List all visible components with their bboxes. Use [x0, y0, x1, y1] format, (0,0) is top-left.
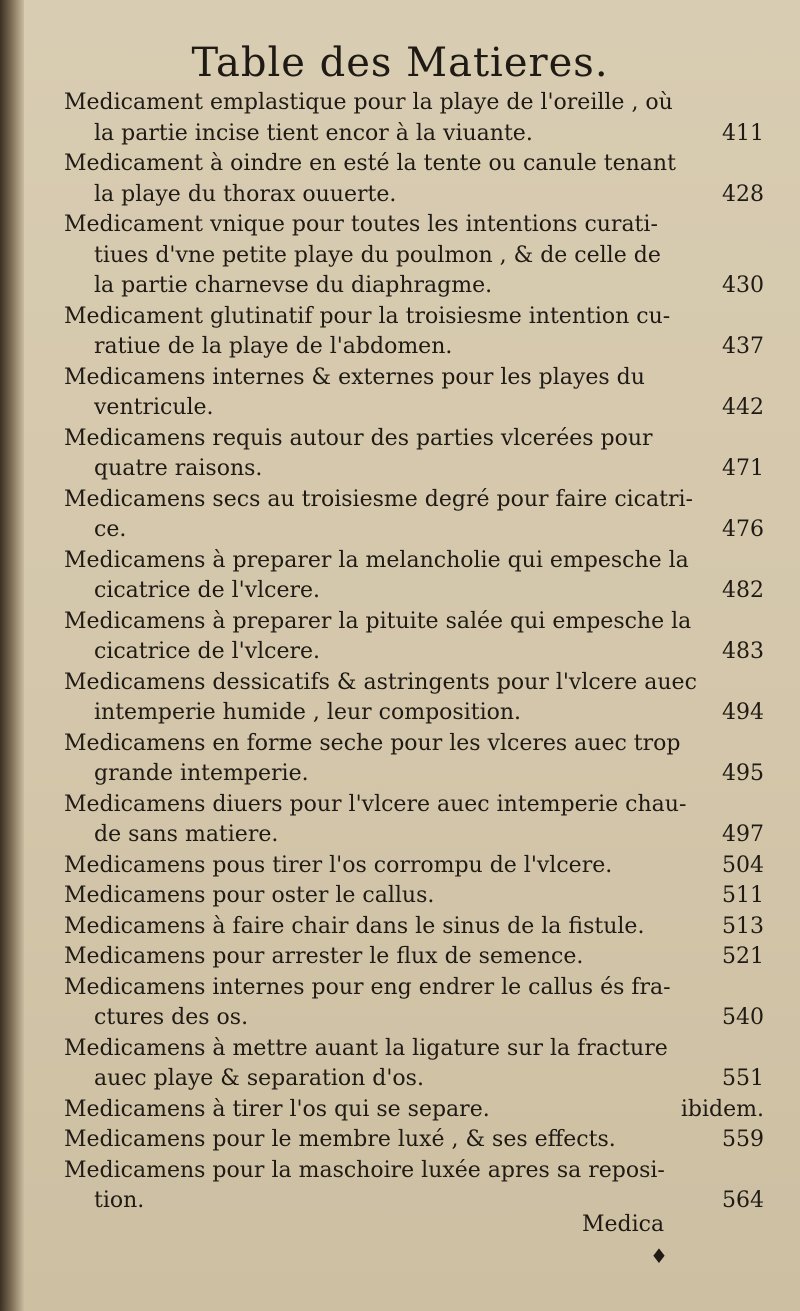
page-number: 442: [722, 395, 764, 420]
entry-line: [64, 180, 764, 211]
entry-line: [64, 424, 764, 455]
index-entries: [64, 88, 764, 1217]
page-number: 497: [722, 822, 764, 847]
index-entry: [64, 881, 764, 912]
entry-line: [64, 485, 764, 516]
index-entry: [64, 149, 764, 210]
page-number: 411: [722, 120, 764, 146]
entry-line: [64, 332, 764, 363]
index-entry: [64, 668, 764, 729]
page-number: ibidem.: [680, 1096, 764, 1122]
entry-line: [64, 851, 764, 882]
index-entry: [64, 942, 764, 973]
entry-line: [64, 698, 764, 729]
page-number: 521: [722, 944, 764, 969]
page-number: 483: [722, 639, 764, 664]
entry-text: ratiue de la playe de l'abdomen.: [94, 334, 453, 359]
entry-line: [64, 546, 764, 577]
page-number: 551: [722, 1066, 764, 1091]
index-entry: [64, 729, 764, 790]
entry-text: grande intemperie.: [94, 761, 309, 786]
entry-line: [64, 759, 764, 790]
entry-line: [64, 576, 764, 607]
entry-text: tiues d'vne petite playe du poulmon , & de celle de: [94, 242, 661, 268]
page-number: 476: [722, 517, 764, 542]
page-number: 494: [722, 700, 764, 725]
entry-text: la partie incise tient encor à la viuante.: [94, 120, 533, 146]
entry-text: auec playe & separation d'os.: [94, 1066, 424, 1091]
entry-line: [64, 149, 764, 180]
entry-line: [64, 393, 764, 424]
entry-text: ce.: [94, 517, 127, 542]
entry-text: cicatrice de l'vlcere.: [94, 639, 321, 664]
index-entry: [64, 210, 764, 302]
entry-line: [64, 790, 764, 821]
entry-text: Medicamens secs au troisiesme degré pour faire cicatri-: [64, 486, 693, 512]
index-entry: [64, 790, 764, 851]
entry-text: Medicamens à tirer l'os qui se separe.: [64, 1096, 490, 1122]
index-entry: [64, 88, 764, 149]
entry-text: intemperie humide , leur composition.: [94, 700, 522, 725]
entry-text: Medicamens pour arrester le flux de semence.: [64, 944, 584, 969]
entry-line: [64, 973, 764, 1004]
page-number: 564: [722, 1188, 764, 1213]
index-entry: [64, 485, 764, 546]
entry-text: ventricule.: [94, 395, 214, 420]
entry-line: [64, 912, 764, 943]
entry-line: [64, 820, 764, 851]
page-number: 511: [722, 883, 764, 908]
page-number: 495: [722, 761, 764, 786]
entry-text: Medicamens diuers pour l'vlcere auec intemperie chau-: [64, 791, 687, 817]
index-entry: [64, 851, 764, 882]
page-title: Table des Matieres.: [191, 40, 609, 86]
entry-line: [64, 607, 764, 638]
entry-line: [64, 210, 764, 241]
entry-line: [64, 668, 764, 699]
entry-text: tion.: [94, 1188, 145, 1213]
page-number: 513: [722, 913, 764, 939]
entry-text: cicatrice de l'vlcere.: [94, 578, 321, 603]
entry-text: la partie charnevse du diaphragme.: [94, 273, 493, 298]
page-number: 430: [722, 273, 764, 298]
entry-line: [64, 942, 764, 973]
page-number: 504: [722, 852, 764, 878]
entry-text: Medicamens internes & externes pour les playes du: [64, 364, 645, 390]
index-entry: [64, 1034, 764, 1095]
entry-line: [64, 363, 764, 394]
page-number: 437: [722, 334, 764, 359]
entry-line: [64, 1003, 764, 1034]
entry-text: Medicamens pour oster le callus.: [64, 883, 435, 908]
index-entry: [64, 302, 764, 363]
entry-text: Medicament à oindre en esté la tente ou canule tenant: [64, 151, 676, 176]
entry-line: [64, 881, 764, 912]
entry-text: Medicament emplastique pour la playe de l'oreille , où: [64, 90, 673, 115]
binding-gutter: [0, 0, 24, 1311]
entry-line: [64, 88, 764, 119]
page-number: 482: [722, 578, 764, 603]
entry-text: Medicamens dessicatifs & astringents pour l'vlcere auec: [64, 669, 697, 695]
page-number: 540: [722, 1005, 764, 1030]
entry-text: la playe du thorax ouuerte.: [94, 181, 397, 207]
signature-mark: ♦: [650, 1244, 668, 1268]
entry-line: [64, 637, 764, 668]
index-entry: [64, 546, 764, 607]
entry-text: Medicamens pous tirer l'os corrompu de l'vlcere.: [64, 852, 613, 878]
entry-text: quatre raisons.: [94, 456, 263, 481]
entry-text: de sans matiere.: [94, 822, 279, 847]
entry-text: Medicamens à mettre auant la ligature sur la fracture: [64, 1035, 668, 1061]
entry-text: Medicament vnique pour toutes les intentions curati-: [64, 212, 658, 237]
entry-line: [64, 241, 764, 272]
entry-text: Medicament glutinatif pour la troisiesme intention cu-: [64, 303, 671, 329]
entry-text: Medicamens à preparer la pituite salée qui empesche la: [64, 608, 692, 634]
entry-text: Medicamens à faire chair dans le sinus de la fistule.: [64, 913, 645, 939]
index-entry: [64, 607, 764, 668]
entry-line: [64, 302, 764, 333]
index-entry: [64, 363, 764, 424]
entry-line: [64, 271, 764, 302]
entry-line: [64, 454, 764, 485]
entry-line: [64, 1095, 764, 1126]
index-entry: [64, 973, 764, 1034]
index-entry: [64, 912, 764, 943]
entry-line: [64, 1034, 764, 1065]
entry-text: Medicamens pour la maschoire luxée apres sa reposi-: [64, 1157, 665, 1183]
entry-text: Medicamens en forme seche pour les vlceres auec trop: [64, 730, 681, 756]
index-entry: [64, 1156, 764, 1217]
entry-text: Medicamens internes pour eng endrer le callus és fra-: [64, 974, 671, 1000]
entry-line: [64, 729, 764, 760]
page-number: 559: [722, 1127, 764, 1152]
entry-line: [64, 515, 764, 546]
entry-text: Medicamens requis autour des parties vlcerées pour: [64, 425, 653, 451]
index-entry: [64, 424, 764, 485]
index-entry: [64, 1125, 764, 1156]
catchword: Medica: [582, 1212, 665, 1237]
entry-line: [64, 119, 764, 150]
entry-line: [64, 1064, 764, 1095]
page-number: 428: [722, 181, 764, 207]
entry-text: ctures des os.: [94, 1005, 249, 1030]
entry-text: Medicamens pour le membre luxé , & ses effects.: [64, 1127, 616, 1152]
entry-line: [64, 1156, 764, 1187]
page-number: 471: [722, 456, 764, 481]
index-entry: [64, 1095, 764, 1126]
entry-line: [64, 1125, 764, 1156]
entry-text: Medicamens à preparer la melancholie qui empesche la: [64, 547, 689, 573]
